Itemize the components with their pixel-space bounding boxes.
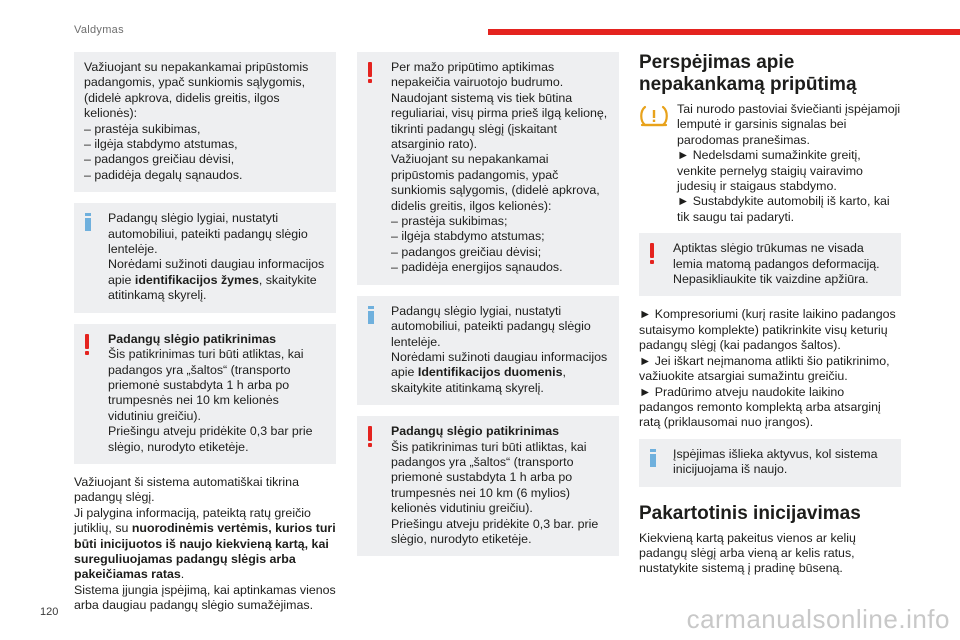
pressure-check-text: Šis patikrinimas turi būti atliktas, kai padangos yra „šaltos“ (transporto priemonė sustabdyta 1 h arba po trumpesnės nei 10 km kelionės vidutiniu greičiu). Priešingu atveju pridėkite 0,3 bar prie slėgio, nurodyto etiketėje. bbox=[108, 347, 313, 454]
action-steps bbox=[639, 307, 901, 430]
pressure-check-warning-box bbox=[357, 416, 619, 556]
warning-icon bbox=[84, 334, 90, 356]
pressure-check-title: Padangų slėgio patikrinimas bbox=[108, 331, 277, 346]
underinflation-effects-text: Važiuojant su nepakankamai pripūstomis padangomis, ypač sunkiomis sąlygomis, (didelė apkrova, didelis greitis, ilgos kelionės): – prastėja sukibimas, – ilgėja stabdymo atstumas, – padangos greičiau dėvisi, – padidėja degalų sąnaudos. bbox=[84, 60, 309, 182]
column-2 bbox=[357, 52, 619, 567]
page-number: 120 bbox=[40, 606, 59, 618]
alert-active-info-text: Įspėjimas išlieka aktyvus, kol sistema inicijuojama iš naujo. bbox=[673, 446, 878, 477]
reinitialisation-text: Kiekvieną kartą pakeitus vienos ar kelių padangų slėgį arba vieną ar kelis ratus, nustatykite sistemą į pradinę būseną. bbox=[639, 530, 856, 576]
action-steps-text: ► Kompresoriumi (kurį rasite laikino padangos sutaisymo komplekte) patikrinkite visų keturių padangų slėgį (kai padangos šaltos). ► Jei iškart neįmanoma atlikti šio patikrinimo, važiuokite atsargiai sumažintu greičiu. ► Pradūrimo atveju naudokite laikino padangos remonto komplektą arba atsarginį ratą (priklausomai nuo įrangos). bbox=[639, 307, 896, 430]
underinflation-alert-block bbox=[639, 102, 901, 225]
underinflation-effects-box bbox=[74, 52, 336, 192]
pressure-check-warning-box bbox=[74, 324, 336, 464]
info-note-box bbox=[74, 203, 336, 312]
header-accent-bar bbox=[488, 29, 960, 35]
system-description bbox=[74, 475, 336, 614]
deformation-warning-box bbox=[639, 233, 901, 296]
info-icon bbox=[649, 449, 657, 471]
warning-icon bbox=[367, 62, 373, 84]
tpms-warning-lamp-icon bbox=[639, 104, 669, 128]
info-note-box bbox=[357, 296, 619, 405]
underinflation-alert-heading: Perspėjimas apie nepakankamą pripūtimą bbox=[639, 52, 857, 95]
deformation-warning-text: Aptiktas slėgio trūkumas ne visada lemia matomą padangos deformaciją. Nepasikliaukite tik vaizdine apžiūra. bbox=[673, 241, 880, 287]
detection-warning-box bbox=[357, 52, 619, 285]
info-note-text: Padangų slėgio lygiai, nustatyti automobiliui, pateikti padangų slėgio lentelėje. Norėdami sužinoti daugiau informacijos apie Identifikacijos duomenis, skaitykite atitinkamą skyrelį. bbox=[391, 303, 608, 395]
info-icon bbox=[367, 306, 375, 328]
system-description-text: Važiuojant ši sistema automatiškai tikrina padangų slėgį. Ji palygina informaciją, pateiktą ratų greičio jutiklių, su nuorodinėmis vertėmis, kurios turi būti inicijuotos iš naujo kiekvieną kartą, kai sureguliuojamas padangų slėgis arba pakeičiamas ratas. Sistema įjungia įspėjimą, kai aptinkamas vienos arba daugiau padangų slėgio sumažėjimas. bbox=[74, 474, 336, 613]
pressure-check-text: Šis patikrinimas turi būti atliktas, kai padangos yra „šaltos“ (transporto priemonė sustabdyta 1 h arba po trumpesnės nei 10 km (6 mylios) kelionės vidutiniu greičiu). Priešingu atveju pridėkite 0,3 bar. prie slėgio, nurodyto etiketėje. bbox=[391, 439, 599, 546]
pressure-check-title: Padangų slėgio patikrinimas bbox=[391, 424, 560, 439]
section-title: Valdymas bbox=[74, 24, 124, 36]
column-1 bbox=[74, 52, 336, 614]
warning-icon bbox=[367, 426, 373, 448]
underinflation-alert-text: Tai nurodo pastoviai šviečianti įspėjamoji lemputė ir garsinis signalas bei parodomas pranešimas. ► Nedelsdami sumažinkite greitį, venkite pernelyg staigių vairavimo judesių ir staigaus stabdymo. ► Sustabdykite automobilį iš karto, kai tik saugu tai padaryti. bbox=[677, 102, 901, 224]
alert-active-info-box bbox=[639, 439, 901, 487]
reinitialisation-heading: Pakartotinis inicijavimas bbox=[639, 502, 861, 524]
column-3 bbox=[639, 52, 901, 577]
info-icon bbox=[84, 213, 92, 235]
site-watermark: carmanualsonline.info bbox=[686, 604, 950, 634]
detection-warning-text: Per mažo pripūtimo aptikimas nepakeičia vairuotojo budrumo. Naudojant sistemą vis tiek būtina reguliariai, visų pirma prieš ilgą kelionę, tikrinti padangų slėgį (įskaitant atsarginio rato). Važiuojant su nepakankamai pripūstomis padangomis, ypač sunkiomis sąlygomis, (didelė apkrova, didelis greitis, ilgos kelionės): – prastėja sukibimas; – ilgėja stabdymo atstumas; – padangos greičiau dėvisi; – padidėja energijos sąnaudos. bbox=[391, 60, 608, 275]
warning-icon bbox=[649, 243, 655, 265]
info-note-text: Padangų slėgio lygiai, nustatyti automobiliui, pateikti padangų slėgio lentelėje. Norėdami sužinoti daugiau informacijos apie identifikacijos žymes, skaitykite atitinkamą skyrelį. bbox=[108, 211, 325, 303]
